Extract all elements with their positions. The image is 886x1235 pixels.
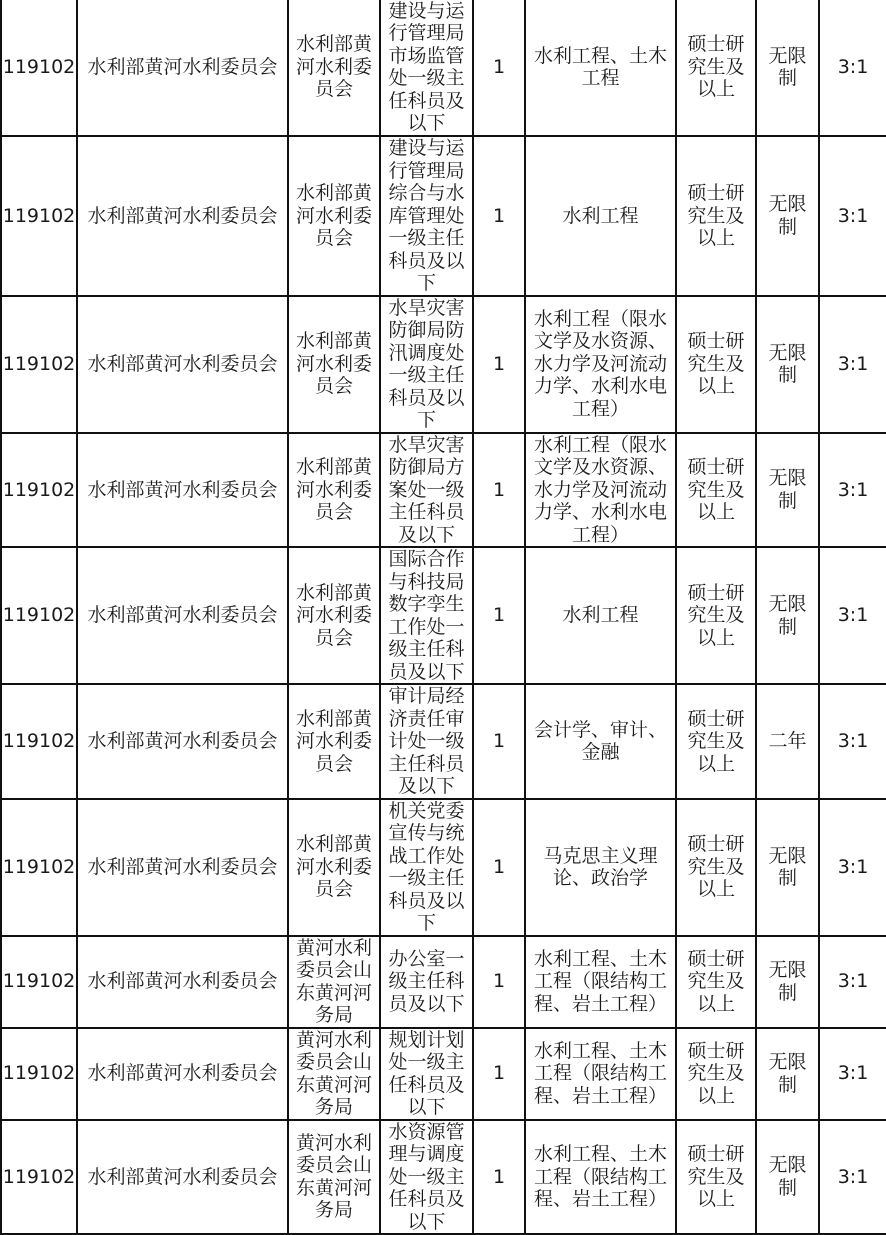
table-row bbox=[1, 1120, 886, 1235]
cell-ratio: 3:1 bbox=[819, 1028, 886, 1120]
cell-count: 1 bbox=[473, 936, 525, 1028]
cell-major: 水利工程、土木工程 bbox=[525, 0, 676, 136]
table-row bbox=[1, 296, 886, 433]
cell-experience: 二年 bbox=[756, 684, 819, 799]
cell-position: 水旱灾害防御局防汛调度处一级主任科员及以下 bbox=[380, 296, 473, 433]
table-row bbox=[1, 0, 886, 136]
table-body bbox=[1, 0, 886, 1234]
cell-position: 水资源管理与调度处一级主任科员及以下 bbox=[380, 1120, 473, 1235]
cell-ratio: 3:1 bbox=[819, 547, 886, 684]
cell-ratio: 3:1 bbox=[819, 433, 886, 548]
cell-unit: 水利部黄河水利委员会 bbox=[288, 296, 380, 433]
cell-code: 119102 bbox=[1, 296, 77, 433]
cell-unit: 水利部黄河水利委员会 bbox=[288, 433, 380, 548]
table-row bbox=[1, 936, 886, 1028]
cell-education: 硕士研究生及以上 bbox=[676, 433, 756, 548]
cell-experience: 无限制 bbox=[756, 136, 819, 296]
cell-ratio: 3:1 bbox=[819, 296, 886, 433]
cell-ratio: 3:1 bbox=[819, 0, 886, 136]
table-row bbox=[1, 799, 886, 936]
cell-count: 1 bbox=[473, 799, 525, 936]
cell-major: 水利工程、土木工程（限结构工程、岩土工程） bbox=[525, 936, 676, 1028]
cell-education: 硕士研究生及以上 bbox=[676, 136, 756, 296]
cell-education: 硕士研究生及以上 bbox=[676, 547, 756, 684]
cell-ratio: 3:1 bbox=[819, 936, 886, 1028]
cell-count: 1 bbox=[473, 547, 525, 684]
cell-dept: 水利部黄河水利委员会 bbox=[77, 136, 288, 296]
cell-experience: 无限制 bbox=[756, 1120, 819, 1235]
cell-dept: 水利部黄河水利委员会 bbox=[77, 936, 288, 1028]
cell-unit: 水利部黄河水利委员会 bbox=[288, 547, 380, 684]
cell-code: 119102 bbox=[1, 136, 77, 296]
cell-count: 1 bbox=[473, 296, 525, 433]
cell-ratio: 3:1 bbox=[819, 1120, 886, 1235]
cell-unit: 水利部黄河水利委员会 bbox=[288, 136, 380, 296]
cell-code: 119102 bbox=[1, 0, 77, 136]
cell-education: 硕士研究生及以上 bbox=[676, 684, 756, 799]
cell-education: 硕士研究生及以上 bbox=[676, 1120, 756, 1235]
cell-count: 1 bbox=[473, 136, 525, 296]
cell-count: 1 bbox=[473, 433, 525, 548]
cell-major: 会计学、审计、金融 bbox=[525, 684, 676, 799]
cell-unit: 黄河水利委员会山东黄河河务局 bbox=[288, 1028, 380, 1120]
cell-count: 1 bbox=[473, 684, 525, 799]
cell-experience: 无限制 bbox=[756, 799, 819, 936]
cell-code: 119102 bbox=[1, 1120, 77, 1235]
cell-count: 1 bbox=[473, 1028, 525, 1120]
cell-major: 水利工程、土木工程（限结构工程、岩土工程） bbox=[525, 1120, 676, 1235]
cell-major: 马克思主义理论、政治学 bbox=[525, 799, 676, 936]
cell-unit: 水利部黄河水利委员会 bbox=[288, 0, 380, 136]
cell-ratio: 3:1 bbox=[819, 799, 886, 936]
cell-position: 规划计划处一级主任科员及以下 bbox=[380, 1028, 473, 1120]
cell-major: 水利工程（限水文学及水资源、水力学及河流动力学、水利水电工程） bbox=[525, 433, 676, 548]
cell-education: 硕士研究生及以上 bbox=[676, 799, 756, 936]
cell-education: 硕士研究生及以上 bbox=[676, 1028, 756, 1120]
table-row bbox=[1, 684, 886, 799]
cell-dept: 水利部黄河水利委员会 bbox=[77, 1120, 288, 1235]
cell-experience: 无限制 bbox=[756, 547, 819, 684]
cell-position: 机关党委宣传与统战工作处一级主任科员及以下 bbox=[380, 799, 473, 936]
cell-experience: 无限制 bbox=[756, 1028, 819, 1120]
cell-dept: 水利部黄河水利委员会 bbox=[77, 799, 288, 936]
cell-code: 119102 bbox=[1, 433, 77, 548]
cell-position: 办公室一级主任科员及以下 bbox=[380, 936, 473, 1028]
cell-experience: 无限制 bbox=[756, 0, 819, 136]
cell-position: 建设与运行管理局市场监管处一级主任科员及以下 bbox=[380, 0, 473, 136]
cell-code: 119102 bbox=[1, 684, 77, 799]
cell-code: 119102 bbox=[1, 547, 77, 684]
cell-dept: 水利部黄河水利委员会 bbox=[77, 296, 288, 433]
cell-position: 建设与运行管理局综合与水库管理处一级主任科员及以下 bbox=[380, 136, 473, 296]
cell-ratio: 3:1 bbox=[819, 136, 886, 296]
cell-code: 119102 bbox=[1, 799, 77, 936]
table-row bbox=[1, 433, 886, 548]
cell-education: 硕士研究生及以上 bbox=[676, 296, 756, 433]
cell-position: 国际合作与科技局数字孪生工作处一级主任科员及以下 bbox=[380, 547, 473, 684]
cell-dept: 水利部黄河水利委员会 bbox=[77, 1028, 288, 1120]
cell-experience: 无限制 bbox=[756, 296, 819, 433]
cell-dept: 水利部黄河水利委员会 bbox=[77, 684, 288, 799]
cell-code: 119102 bbox=[1, 1028, 77, 1120]
cell-education: 硕士研究生及以上 bbox=[676, 0, 756, 136]
cell-major: 水利工程（限水文学及水资源、水力学及河流动力学、水利水电工程） bbox=[525, 296, 676, 433]
cell-unit: 水利部黄河水利委员会 bbox=[288, 799, 380, 936]
cell-position: 审计局经济责任审计处一级主任科员及以下 bbox=[380, 684, 473, 799]
cell-major: 水利工程、土木工程（限结构工程、岩土工程） bbox=[525, 1028, 676, 1120]
cell-major: 水利工程 bbox=[525, 547, 676, 684]
table-row bbox=[1, 1028, 886, 1120]
cell-dept: 水利部黄河水利委员会 bbox=[77, 433, 288, 548]
cell-position: 水旱灾害防御局方案处一级主任科员及以下 bbox=[380, 433, 473, 548]
cell-experience: 无限制 bbox=[756, 936, 819, 1028]
cell-ratio: 3:1 bbox=[819, 684, 886, 799]
cell-unit: 黄河水利委员会山东黄河河务局 bbox=[288, 936, 380, 1028]
cell-unit: 黄河水利委员会山东黄河河务局 bbox=[288, 1120, 380, 1235]
table-row bbox=[1, 547, 886, 684]
table-row bbox=[1, 136, 886, 296]
cell-count: 1 bbox=[473, 0, 525, 136]
cell-unit: 水利部黄河水利委员会 bbox=[288, 684, 380, 799]
cell-dept: 水利部黄河水利委员会 bbox=[77, 547, 288, 684]
cell-count: 1 bbox=[473, 1120, 525, 1235]
cell-education: 硕士研究生及以上 bbox=[676, 936, 756, 1028]
cell-code: 119102 bbox=[1, 936, 77, 1028]
cell-major: 水利工程 bbox=[525, 136, 676, 296]
cell-experience: 无限制 bbox=[756, 433, 819, 548]
cell-dept: 水利部黄河水利委员会 bbox=[77, 0, 288, 136]
